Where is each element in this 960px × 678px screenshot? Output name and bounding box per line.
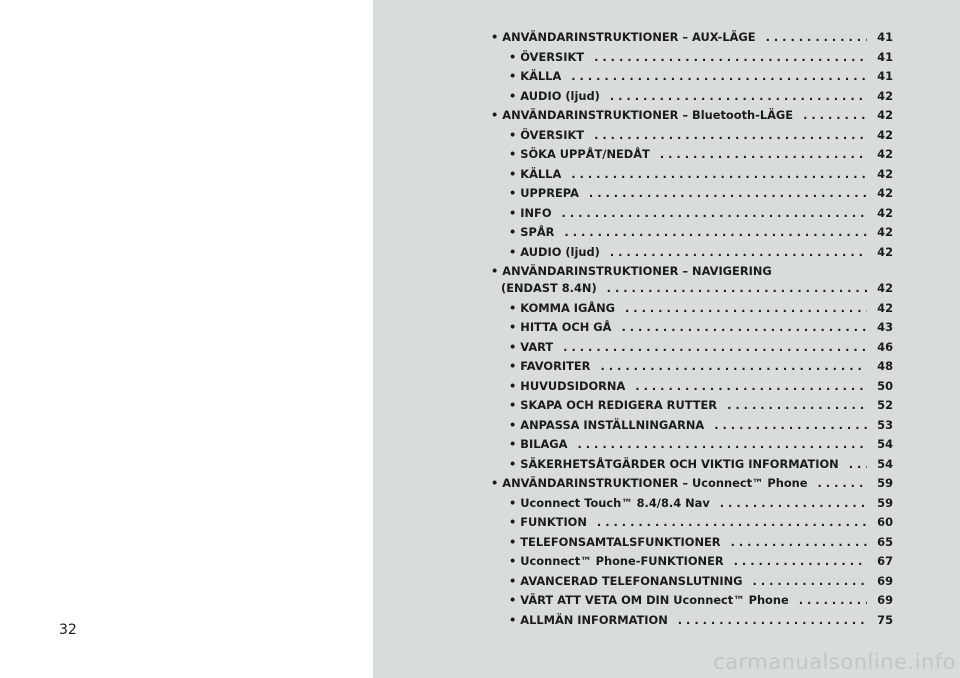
toc-entry-label: ALLMÄN INFORMATION <box>520 612 668 627</box>
toc-entry[interactable] <box>491 147 893 167</box>
dot-leader <box>607 281 867 295</box>
toc-entry-label: ANVÄNDARINSTRUKTIONER – AUX-LÄGE <box>502 30 756 44</box>
toc-entry-page: 42 <box>877 225 893 239</box>
table-of-contents <box>491 30 893 632</box>
watermark: carmanualsonline.info <box>713 650 956 674</box>
toc-entry-label: AUDIO (ljud) <box>520 88 600 103</box>
dot-leader <box>727 398 867 412</box>
toc-entry-page: 53 <box>877 417 893 432</box>
right-page <box>373 0 960 678</box>
toc-entry-label: ANVÄNDARINSTRUKTIONER – Bluetooth-LÄGE <box>502 108 794 122</box>
bullet-icon: • <box>509 515 517 529</box>
bullet-icon: • <box>491 30 499 44</box>
dot-leader <box>589 186 867 200</box>
bullet-icon: • <box>509 205 517 220</box>
toc-entry-label: KÄLLA <box>520 69 562 83</box>
toc-entry-page: 60 <box>877 515 893 529</box>
toc-entry-page: 54 <box>877 437 893 451</box>
toc-entry[interactable] <box>491 320 893 340</box>
bullet-icon: • <box>509 417 517 432</box>
toc-entry-page: 54 <box>877 456 893 471</box>
bullet-icon: • <box>491 476 499 490</box>
bullet-icon: • <box>509 166 517 181</box>
toc-entry-page: 42 <box>877 300 893 315</box>
dot-leader <box>849 457 867 471</box>
bullet-icon: • <box>509 69 517 83</box>
dot-leader <box>734 554 867 568</box>
dot-leader <box>610 89 867 103</box>
toc-entry-page: 42 <box>877 205 893 220</box>
toc-entry[interactable] <box>491 206 893 226</box>
bullet-icon: • <box>509 456 517 471</box>
bullet-icon: • <box>509 495 517 510</box>
toc-entry-page: 50 <box>877 378 893 393</box>
bullet-icon: • <box>509 88 517 103</box>
toc-entry-page: 67 <box>877 554 893 568</box>
toc-entry[interactable] <box>491 574 893 594</box>
dot-leader <box>818 476 868 490</box>
dot-leader <box>803 108 867 122</box>
toc-entry[interactable] <box>491 593 893 613</box>
page-number: 32 <box>59 622 77 638</box>
bullet-icon: • <box>509 554 517 568</box>
bullet-icon: • <box>509 320 517 334</box>
dot-leader <box>594 128 867 142</box>
bullet-icon: • <box>509 49 517 64</box>
toc-entry-page: 75 <box>877 612 893 627</box>
toc-entry-page: 42 <box>877 127 893 142</box>
toc-entry-page: 69 <box>877 573 893 588</box>
toc-entry-page: 42 <box>877 244 893 259</box>
bullet-icon: • <box>509 225 517 239</box>
dot-leader <box>577 437 867 451</box>
dot-leader <box>660 147 867 161</box>
dot-leader <box>562 206 867 220</box>
dot-leader <box>678 613 867 627</box>
toc-entry-page: 42 <box>877 186 893 200</box>
toc-entry[interactable] <box>491 264 893 281</box>
bullet-icon: • <box>491 108 499 122</box>
toc-entry[interactable] <box>491 418 893 438</box>
toc-entry-label: AUDIO (ljud) <box>520 244 600 259</box>
bullet-icon: • <box>509 534 517 549</box>
toc-entry-label: ANVÄNDARINSTRUKTIONER – Uconnect™ Phone <box>502 476 808 490</box>
bullet-icon: • <box>491 264 499 278</box>
toc-entry-label: ÖVERSIKT <box>520 49 585 64</box>
dot-leader <box>597 515 867 529</box>
toc-entry-label: FAVORITER <box>520 359 591 373</box>
bullet-icon: • <box>509 573 517 588</box>
bullet-icon: • <box>509 378 517 393</box>
toc-entry-label: INFO <box>520 205 552 220</box>
toc-entry[interactable] <box>491 50 893 70</box>
toc-entry[interactable] <box>491 301 893 321</box>
dot-leader <box>594 50 867 64</box>
toc-entry[interactable] <box>491 225 893 245</box>
toc-entry[interactable] <box>491 167 893 187</box>
toc-entry-label: Uconnect™ Phone-FUNKTIONER <box>520 554 724 568</box>
toc-entry[interactable] <box>491 554 893 574</box>
left-page <box>0 0 373 678</box>
toc-entry-label: TELEFONSAMTALSFUNKTIONER <box>520 534 721 549</box>
toc-entry-page: 42 <box>877 108 893 122</box>
toc-entry-label: AVANCERAD TELEFONANSLUTNING <box>520 573 743 588</box>
toc-entry-label: SKAPA OCH REDIGERA RUTTER <box>520 398 718 412</box>
dot-leader <box>610 245 867 259</box>
toc-entry-page: 69 <box>877 593 893 607</box>
dot-leader <box>571 69 867 83</box>
toc-entry-page: 46 <box>877 339 893 354</box>
toc-entry[interactable] <box>491 186 893 206</box>
toc-entry[interactable] <box>491 245 893 265</box>
toc-entry-label: (ENDAST 8.4N) <box>501 281 597 295</box>
toc-entry[interactable] <box>491 535 893 555</box>
toc-entry[interactable] <box>491 359 893 379</box>
toc-entry-label: SPÅR <box>520 225 555 239</box>
dot-leader <box>635 379 867 393</box>
bullet-icon: • <box>509 244 517 259</box>
toc-entry[interactable] <box>491 281 893 301</box>
toc-entry[interactable] <box>491 398 893 418</box>
dot-leader <box>563 340 867 354</box>
bullet-icon: • <box>509 186 517 200</box>
toc-entry-page: 48 <box>877 359 893 373</box>
toc-entry-page: 59 <box>877 495 893 510</box>
dot-leader <box>625 301 867 315</box>
bullet-icon: • <box>509 593 517 607</box>
dot-leader <box>621 320 867 334</box>
dot-leader <box>714 418 867 432</box>
toc-entry[interactable] <box>491 515 893 535</box>
toc-entry-label: VÄRT ATT VETA OM DIN Uconnect™ Phone <box>520 593 789 607</box>
toc-entry[interactable] <box>491 476 893 496</box>
bullet-icon: • <box>509 127 517 142</box>
bullet-icon: • <box>509 339 517 354</box>
toc-entry[interactable] <box>491 379 893 399</box>
dot-leader <box>720 496 867 510</box>
bullet-icon: • <box>509 147 517 161</box>
toc-entry-label: VART <box>520 339 554 354</box>
dot-leader <box>600 359 867 373</box>
toc-entry[interactable] <box>491 340 893 360</box>
toc-entry[interactable] <box>491 128 893 148</box>
bullet-icon: • <box>509 612 517 627</box>
toc-entry-page: 42 <box>877 88 893 103</box>
toc-entry-label: UPPREPA <box>520 186 579 200</box>
bullet-icon: • <box>509 437 517 451</box>
dot-leader <box>799 593 867 607</box>
toc-entry[interactable] <box>491 69 893 89</box>
toc-entry[interactable] <box>491 108 893 128</box>
toc-entry-label: BILAGA <box>520 437 568 451</box>
toc-entry-page: 42 <box>877 281 893 295</box>
toc-entry-page: 42 <box>877 166 893 181</box>
bullet-icon: • <box>509 398 517 412</box>
toc-entry-label: HUVUDSIDORNA <box>520 378 626 393</box>
dot-leader <box>753 574 867 588</box>
bullet-icon: • <box>509 359 517 373</box>
toc-entry-label: ANVÄNDARINSTRUKTIONER – NAVIGERING <box>502 264 772 278</box>
toc-entry[interactable] <box>491 89 893 109</box>
toc-entry-label: FUNKTION <box>520 515 587 529</box>
toc-entry-label: KÄLLA <box>520 166 562 181</box>
dot-leader <box>564 225 867 239</box>
dot-leader <box>731 535 867 549</box>
toc-entry-label: HITTA OCH GÅ <box>520 320 612 334</box>
toc-entry[interactable] <box>491 457 893 477</box>
toc-entry-label: SÖKA UPPÅT/NEDÅT <box>520 147 650 161</box>
toc-entry-label: ÖVERSIKT <box>520 127 585 142</box>
toc-entry-page: 65 <box>877 534 893 549</box>
dot-leader <box>571 167 867 181</box>
toc-entry-page: 41 <box>877 30 893 44</box>
toc-entry-page: 42 <box>877 147 893 161</box>
toc-entry-label: Uconnect Touch™ 8.4/8.4 Nav <box>520 495 710 510</box>
toc-entry[interactable] <box>491 496 893 516</box>
toc-entry-page: 59 <box>877 476 893 490</box>
dot-leader <box>766 30 867 44</box>
toc-entry-label: ANPASSA INSTÄLLNINGARNA <box>520 417 705 432</box>
toc-entry[interactable] <box>491 30 893 50</box>
toc-entry[interactable] <box>491 613 893 633</box>
toc-entry-page: 41 <box>877 69 893 83</box>
toc-entry-page: 43 <box>877 320 893 334</box>
bullet-icon: • <box>509 300 517 315</box>
toc-entry-page: 52 <box>877 398 893 412</box>
toc-entry-label: SÄKERHETSÅTGÄRDER OCH VIKTIG INFORMATION <box>520 456 839 471</box>
toc-entry[interactable] <box>491 437 893 457</box>
toc-entry-page: 41 <box>877 49 893 64</box>
toc-entry-label: KOMMA IGÅNG <box>520 300 616 315</box>
